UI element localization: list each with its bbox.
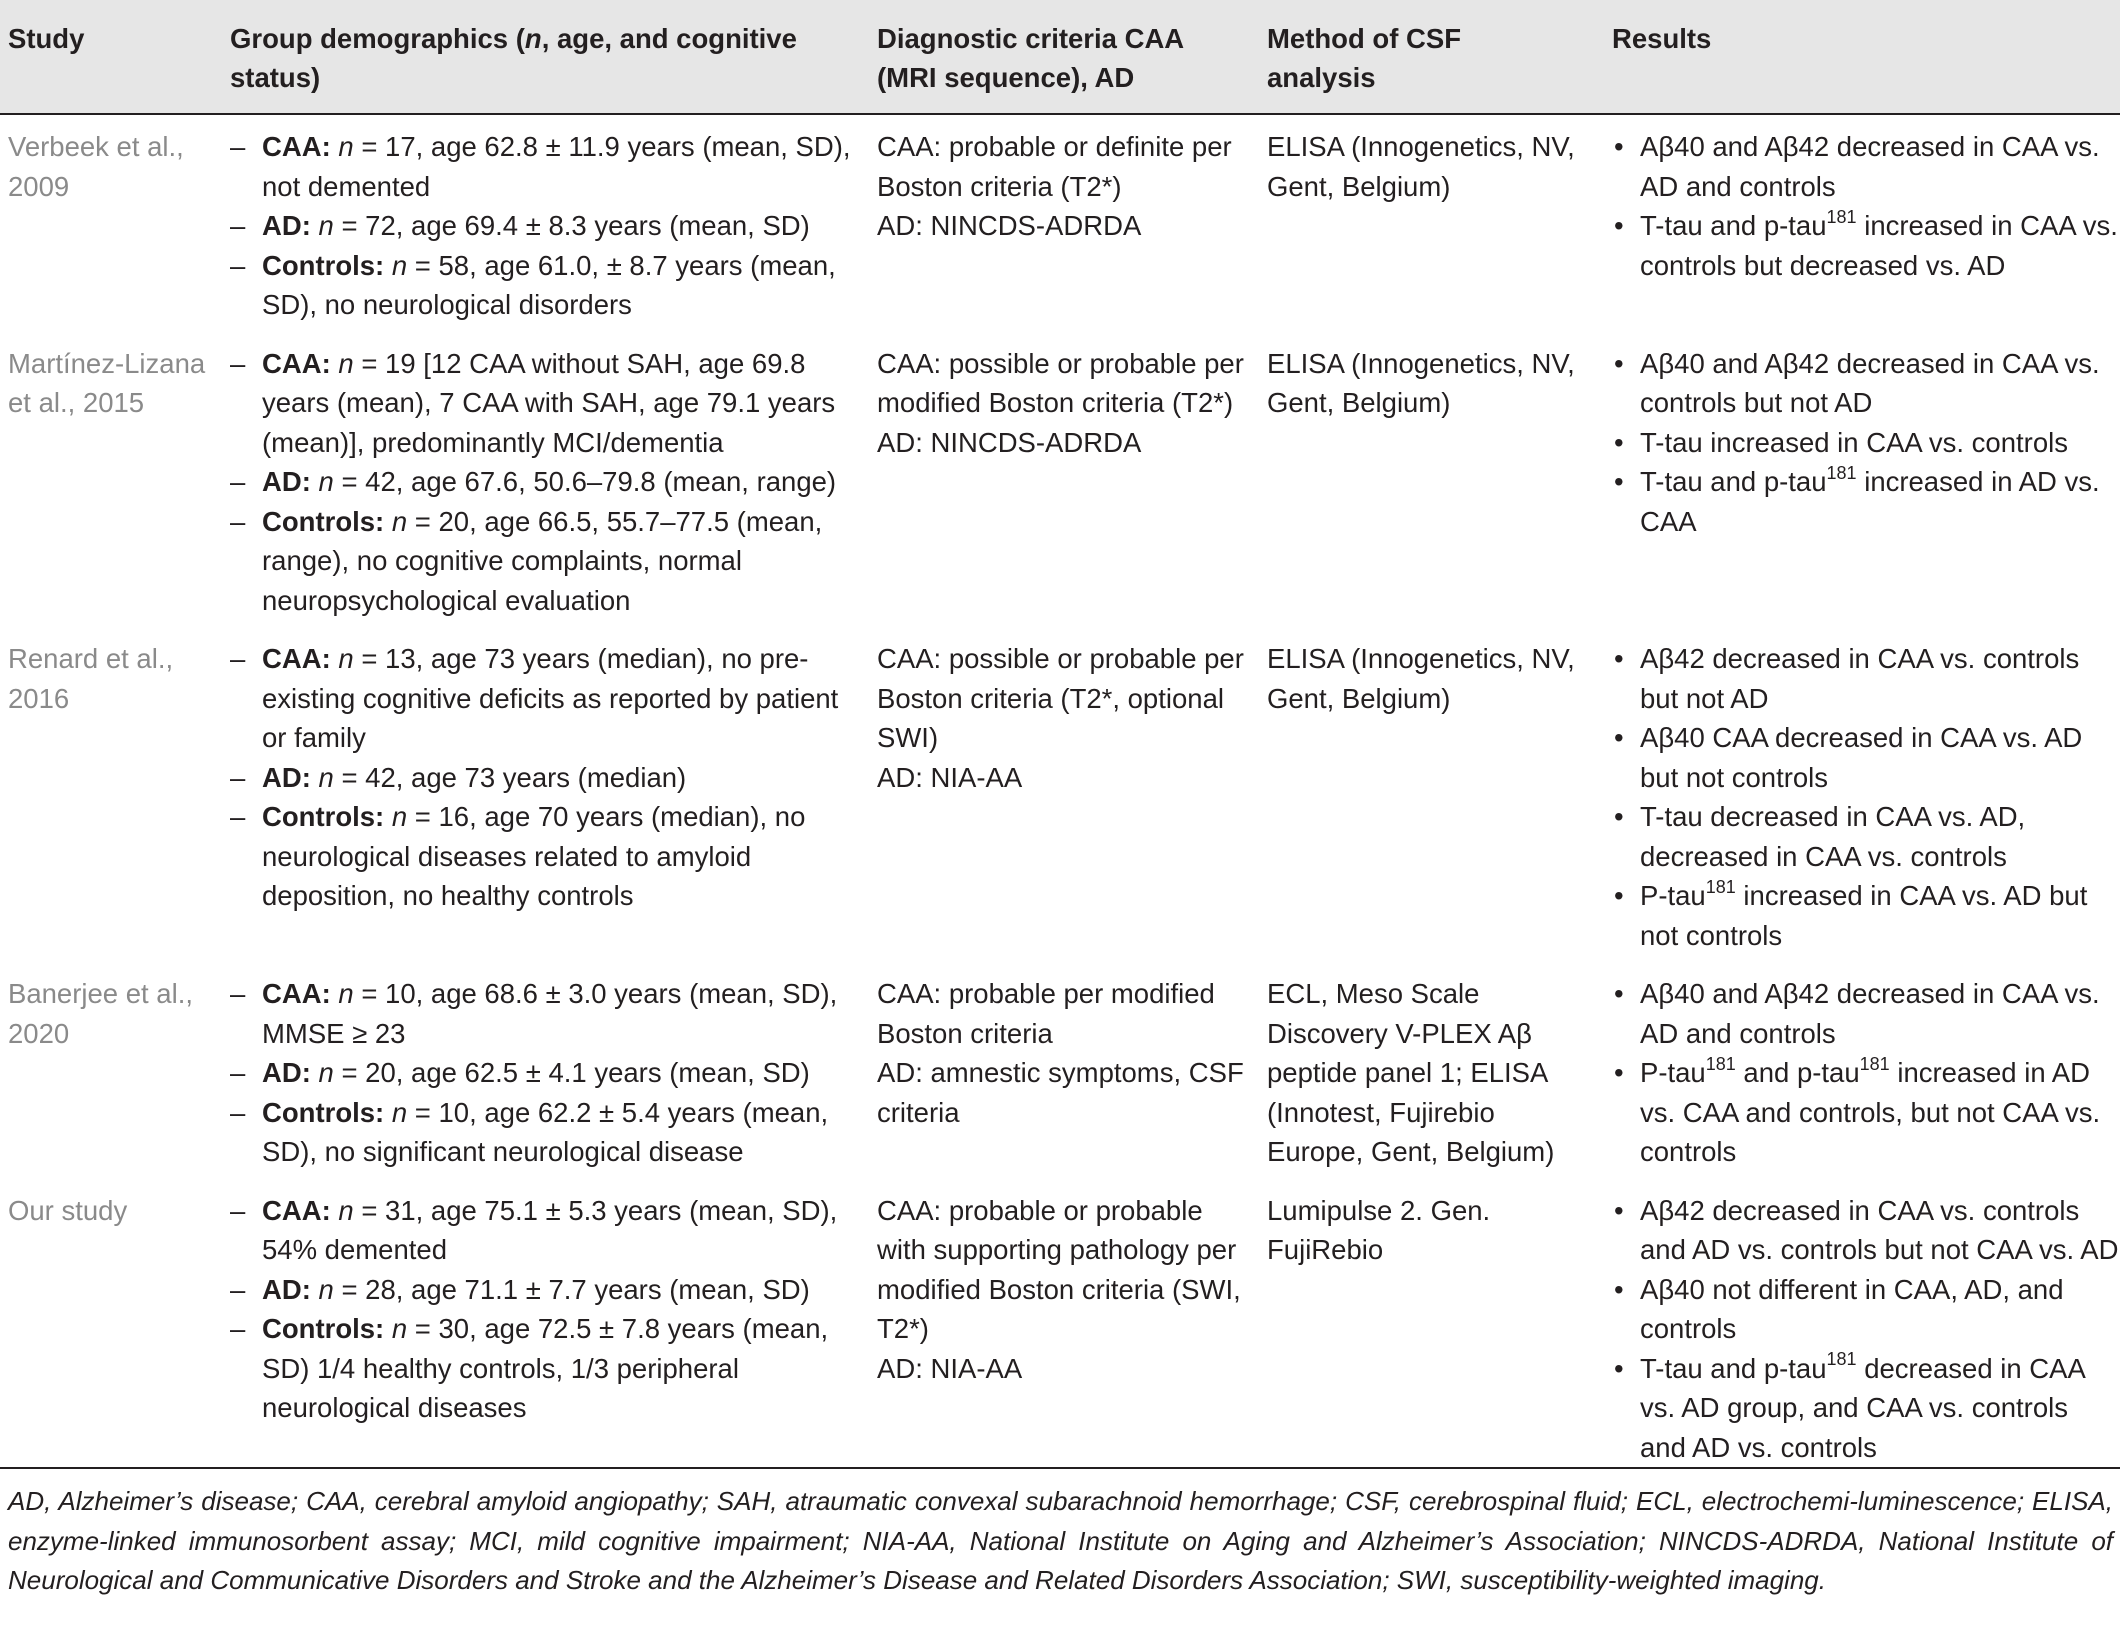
group-text: = 17, age 62.8 ± 11.9 years (mean, SD), not demented [262, 131, 851, 202]
group-text: = 28, age 71.1 ± 7.7 years (mean, SD) [333, 1273, 810, 1305]
group-demographics-cell [230, 962, 877, 1179]
result-bullet [1612, 1191, 2120, 1270]
group-text: = 42, age 73 years (median) [333, 761, 687, 793]
study-cell: Renard et al., 2016 [8, 643, 174, 714]
criteria-line: AD: NINCDS-ADRDA [877, 210, 1142, 241]
result-text: Aβ42 decreased in CAA vs. controls but not AD [1640, 643, 2080, 714]
group-label: AD: [262, 1273, 311, 1305]
group-text: = 58, age 61.0, ± 8.7 years (mean, SD), no neurological disorders [262, 249, 836, 320]
group-text: = 72, age 69.4 ± 8.3 years (mean, SD) [333, 210, 810, 241]
group-n: n [338, 978, 354, 1009]
dash-marker: – [230, 131, 246, 162]
diagnostic-criteria-cell [877, 962, 1267, 1179]
group-text: = 10, age 62.2 ± 5.4 years (mean, SD), no significant neurological disease [262, 1096, 829, 1167]
criteria-line: AD: NINCDS-ADRDA [877, 426, 1142, 458]
criteria-line: CAA: probable per modified Boston criteria [877, 978, 1215, 1049]
dash-marker: – [230, 210, 246, 241]
group-label: CAA: [262, 347, 331, 379]
group-text: = 16, age 70 years (median), no neurological diseases related to amyloid deposition, no healthy controls [262, 801, 806, 911]
result-bullet [1612, 1349, 2120, 1468]
table-row [0, 962, 2120, 1179]
result-superscript: 181 [1859, 1053, 1890, 1074]
group-entry [230, 758, 855, 798]
result-text: Aβ42 decreased in CAA vs. controls and AD vs. controls but not CAA vs. AD [1640, 1194, 2119, 1265]
group-n: n [391, 249, 408, 281]
group-n: n [338, 131, 354, 162]
group-n: n [318, 1057, 334, 1088]
criteria-line: CAA: possible or probable per modified Boston criteria (T2*) [877, 347, 1244, 418]
result-text-continued: decreased in CAA vs. AD group, and CAA vs. controls and AD vs. controls [1640, 1352, 2085, 1463]
csf-method-cell: Lumipulse 2. Gen. FujiRebio [1267, 1194, 1491, 1265]
group-entry [230, 502, 855, 621]
diagnostic-criteria-cell [877, 1179, 1267, 1475]
csf-method-cell: ELISA (Innogenetics, NV, Gent, Belgium) [1267, 131, 1575, 202]
group-n: n [318, 466, 334, 497]
results-cell [1612, 332, 2120, 628]
group-label: AD: [262, 1057, 311, 1088]
group-n: n [391, 505, 408, 537]
group-label: AD: [262, 761, 311, 793]
table-body [0, 114, 2120, 1474]
criteria-line: AD: amnestic symptoms, CSF criteria [877, 1057, 1244, 1128]
result-superscript: 181 [1826, 206, 1857, 227]
dash-marker: – [230, 1194, 246, 1226]
result-bullet [1612, 206, 2120, 285]
result-superscript: 181 [1705, 1053, 1736, 1074]
group-entry [230, 206, 855, 246]
group-label: Controls: [262, 249, 385, 281]
table-row [0, 114, 2120, 332]
result-text-continued: and p-tau [1735, 1057, 1860, 1088]
result-bullet [1612, 1053, 2120, 1172]
group-n: n [391, 801, 408, 832]
result-bullet [1612, 462, 2120, 541]
diagnostic-criteria-cell [877, 332, 1267, 628]
result-text: P-tau [1640, 880, 1706, 911]
result-bullet [1612, 718, 2120, 797]
csf-method-cell: ELISA (Innogenetics, NV, Gent, Belgium) [1267, 347, 1575, 418]
study-cell: Our study [8, 1194, 128, 1226]
result-superscript: 181 [1705, 876, 1736, 897]
dash-marker: – [230, 1096, 246, 1128]
result-bullet [1612, 974, 2120, 1053]
group-n: n [318, 210, 334, 241]
group-text: = 20, age 62.5 ± 4.1 years (mean, SD) [333, 1057, 810, 1088]
group-entry [230, 462, 855, 502]
result-text: T-tau and p-tau [1640, 466, 1827, 497]
table-row [0, 332, 2120, 628]
group-text: = 10, age 68.6 ± 3.0 years (mean, SD), MMSE ≥ 23 [262, 978, 838, 1049]
group-text: = 20, age 66.5, 55.7–77.5 (mean, range), no cognitive complaints, normal neuropsychological evaluation [262, 505, 823, 616]
study-cell: Banerjee et al., 2020 [8, 978, 193, 1049]
group-entry [230, 246, 855, 325]
dash-marker: – [230, 466, 246, 497]
dash-marker: – [230, 505, 246, 537]
group-text: = 31, age 75.1 ± 5.3 years (mean, SD), 54% demented [262, 1194, 838, 1265]
dash-marker: – [230, 761, 246, 793]
result-bullet [1612, 1270, 2120, 1349]
result-text: Aβ40 and Aβ42 decreased in CAA vs. controls but not AD [1640, 347, 2100, 418]
dash-marker: – [230, 1313, 246, 1344]
table-row [0, 627, 2120, 962]
dash-marker: – [230, 1057, 246, 1088]
criteria-line: AD: NIA-AA [877, 761, 1023, 793]
group-demographics-cell [230, 114, 877, 332]
result-text: T-tau and p-tau [1640, 210, 1827, 241]
dash-marker: – [230, 1273, 246, 1305]
group-n: n [338, 1194, 354, 1226]
group-entry [230, 1093, 855, 1172]
result-bullet [1612, 876, 2120, 955]
group-demographics-cell [230, 627, 877, 962]
group-n: n [391, 1313, 408, 1344]
group-label: CAA: [262, 1194, 331, 1226]
header-method: Method of CSF analysis [1267, 0, 1612, 114]
result-superscript: 181 [1826, 462, 1857, 483]
dash-marker: – [230, 347, 246, 379]
group-n: n [318, 1273, 334, 1305]
results-cell [1612, 627, 2120, 962]
group-entry [230, 1191, 855, 1270]
dash-marker: – [230, 643, 246, 674]
group-label: Controls: [262, 801, 385, 832]
result-text-continued: increased in AD vs. CAA and controls, but not CAA vs. controls [1640, 1057, 2101, 1167]
dash-marker: – [230, 801, 246, 832]
criteria-line: CAA: probable or probable with supporting pathology per modified Boston criteria (SWI, T2*) [877, 1194, 1241, 1344]
group-entry [230, 1309, 855, 1428]
criteria-line: CAA: possible or probable per Boston criteria (T2*, optional SWI) [877, 643, 1244, 753]
result-bullet [1612, 344, 2120, 423]
group-label: CAA: [262, 131, 331, 162]
dash-marker: – [230, 978, 246, 1009]
result-bullet [1612, 639, 2120, 718]
group-entry [230, 1053, 855, 1093]
group-demographics-cell [230, 332, 877, 628]
group-entry [230, 127, 855, 206]
header-diagnostic-criteria: Diagnostic criteria CAA (MRI sequence), AD [877, 0, 1267, 114]
group-label: AD: [262, 466, 311, 497]
footnote-divider [0, 1467, 2120, 1469]
group-label: Controls: [262, 1096, 385, 1128]
study-cell: Verbeek et al., 2009 [8, 131, 184, 202]
result-bullet [1612, 797, 2120, 876]
group-entry [230, 797, 855, 916]
result-text: Aβ40 not different in CAA, AD, and controls [1640, 1273, 2064, 1344]
group-text: = 30, age 72.5 ± 7.8 years (mean, SD) 1/4 healthy controls, 1/3 peripheral neurological diseases [262, 1313, 829, 1423]
result-superscript: 181 [1826, 1349, 1857, 1370]
group-entry [230, 1270, 855, 1310]
group-label: Controls: [262, 1313, 385, 1344]
table-header-row [0, 0, 2120, 114]
result-bullet [1612, 423, 2120, 463]
results-cell [1612, 1179, 2120, 1475]
result-bullet [1612, 127, 2120, 206]
header-results: Results [1612, 0, 2120, 114]
result-text-continued: increased in CAA vs. controls but decreased vs. AD [1640, 210, 2118, 281]
criteria-line: CAA: probable or definite per Boston criteria (T2*) [877, 131, 1232, 202]
header-group-demographics: Group demographics (n, age, and cognitive status) [230, 0, 877, 114]
criteria-line: AD: NIA-AA [877, 1352, 1023, 1384]
table-row [0, 1179, 2120, 1475]
result-text: Aβ40 CAA decreased in CAA vs. AD but not controls [1640, 722, 2083, 793]
result-text: Aβ40 and Aβ42 decreased in CAA vs. AD and controls [1640, 978, 2100, 1049]
results-cell [1612, 114, 2120, 332]
group-n: n [391, 1096, 408, 1128]
group-demographics-cell [230, 1179, 877, 1475]
group-label: AD: [262, 210, 311, 241]
group-n: n [338, 643, 354, 674]
csf-method-cell: ELISA (Innogenetics, NV, Gent, Belgium) [1267, 643, 1575, 714]
diagnostic-criteria-cell [877, 114, 1267, 332]
group-n: n [338, 347, 354, 379]
study-cell: Martínez-Lizana et al., 2015 [8, 347, 206, 418]
result-text: T-tau increased in CAA vs. controls [1640, 426, 2068, 458]
csf-method-cell: ECL, Meso Scale Discovery V-PLEX Aβ peptide panel 1; ELISA (Innotest, Fujirebio Europe, Gent, Belgium) [1267, 978, 1555, 1167]
group-text: = 19 [12 CAA without SAH, age 69.8 years (mean), 7 CAA with SAH, age 79.1 years (mean)], predominantly MCI/dementia [262, 347, 836, 458]
group-label: CAA: [262, 643, 331, 674]
table-footnote: AD, Alzheimer’s disease; CAA, cerebral amyloid angiopathy; SAH, atraumatic convexal subarachnoid hemorrhage; CSF, cerebrospinal fluid; ECL, electrochemi-luminescence; ELISA, enzyme-linked immunosorbent assay; MCI, mild cognitive impairment; NIA-AA, National Institute on Aging and Alzheimer’s Association; NINCDS-ADRDA, National Institute of Neurological and Communicative Disorders and Stroke and the Alzheimer’s Disease and Related Disorders Association; SWI, susceptibility-weighted imaging. [8, 1486, 2113, 1595]
group-label: CAA: [262, 978, 331, 1009]
header-study: Study [0, 0, 230, 114]
group-text: = 13, age 73 years (median), no pre-existing cognitive deficits as reported by patient or family [262, 643, 839, 753]
result-text: T-tau and p-tau [1640, 1352, 1827, 1384]
group-label: Controls: [262, 505, 385, 537]
diagnostic-criteria-cell [877, 627, 1267, 962]
result-text-continued: increased in CAA vs. AD but not controls [1640, 880, 2088, 951]
group-n: n [318, 761, 334, 793]
results-cell [1612, 962, 2120, 1179]
group-entry [230, 974, 855, 1053]
group-entry [230, 344, 855, 463]
result-text-continued: increased in AD vs. CAA [1640, 466, 2100, 537]
result-text: Aβ40 and Aβ42 decreased in CAA vs. AD and controls [1640, 131, 2100, 202]
group-text: = 42, age 67.6, 50.6–79.8 (mean, range) [333, 466, 837, 497]
result-text: P-tau [1640, 1057, 1706, 1088]
dash-marker: – [230, 249, 246, 281]
group-entry [230, 639, 855, 758]
result-text: T-tau decreased in CAA vs. AD, decreased in CAA vs. controls [1640, 801, 2026, 872]
